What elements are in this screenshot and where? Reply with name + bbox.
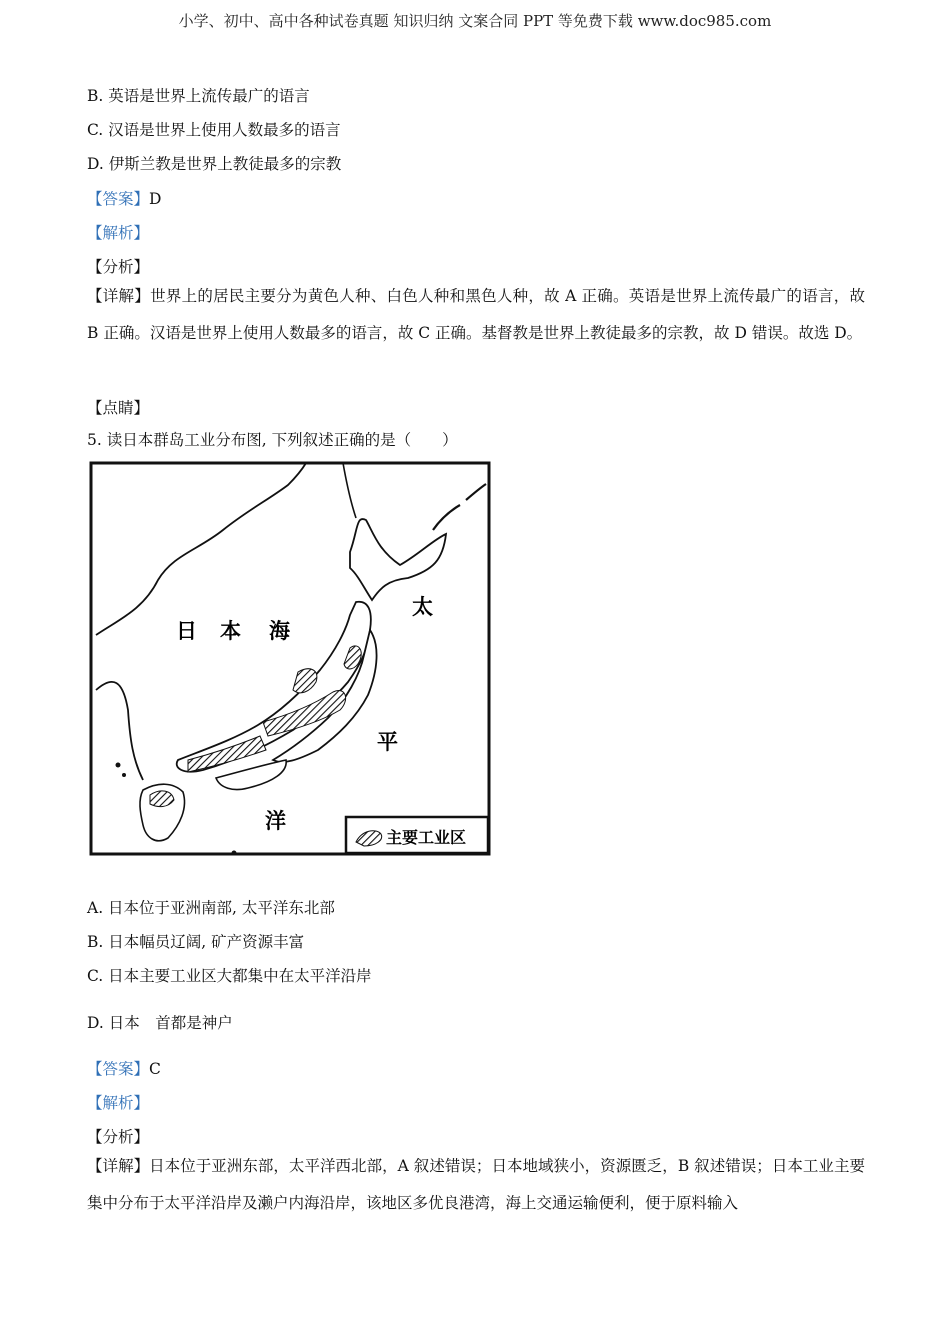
q4-answer-value: D (149, 190, 162, 208)
q4-option-b: B. 英语是世界上流传最广的语言 (87, 87, 310, 105)
q5-answer-value: C (149, 1060, 161, 1078)
q4-detail-text: 世界上的居民主要分为黄色人种、白色人种和黑色人种，故 A 正确。英语是世界上流传最广的语言，故 B 正确。汉语是世界上使用人数最多的语言，故 C 正确。基督教是世界上教徒最多的宗教，故 D 错误。故选 D。 (87, 287, 865, 342)
q4-option-d: D. 伊斯兰教是世界上教徒最多的宗教 (87, 155, 342, 173)
island-dot (116, 763, 121, 768)
q5-stem: 5. 读日本群岛工业分布图, 下列叙述正确的是（ ） (87, 431, 458, 449)
q4-answer-tag: 【答案】 (87, 190, 150, 208)
q5-answer-tag: 【答案】 (87, 1060, 150, 1078)
q4-detail-tag: 【详解】 (87, 287, 151, 305)
q5-option-c: C. 日本主要工业区大都集中在太平洋沿岸 (87, 967, 372, 985)
island-dot (122, 773, 126, 777)
q4-answer-line (87, 187, 161, 209)
q5-analysis-tag: 【解析】 (87, 1094, 150, 1112)
q5-detail (87, 1148, 865, 1222)
q5-answer-line (87, 1057, 161, 1079)
q5-option-a: A. 日本位于亚洲南部, 太平洋东北部 (87, 899, 335, 917)
q5-fenxi: 【分析】 (87, 1128, 150, 1146)
legend-label: 主要工业区 (386, 828, 467, 847)
label-sea-japan-2: 本 (220, 619, 241, 643)
q5-detail-tag: 【详解】 (87, 1157, 150, 1175)
label-sea-japan-3: 海 (269, 619, 290, 643)
label-sea-japan-1: 日 (176, 619, 197, 643)
q4-analysis-tag: 【解析】 (87, 224, 150, 242)
q5-option-d: D. 日本 首都是神户 (87, 1014, 233, 1032)
label-tai: 太 (412, 595, 433, 619)
q5-option-b: B. 日本幅员辽阔, 矿产资源丰富 (87, 933, 305, 951)
q4-option-c: C. 汉语是世界上使用人数最多的语言 (87, 121, 341, 139)
q4-fenxi: 【分析】 (87, 258, 150, 276)
page-header: 小学、初中、高中各种试卷真题 知识归纳 文案合同 PPT 等免费下载 www.doc985.com (178, 12, 772, 30)
label-ping: 平 (377, 730, 398, 754)
island-dot (232, 851, 237, 856)
label-yang: 洋 (265, 809, 286, 833)
q5-detail-text: 日本位于亚洲东部，太平洋西北部，A 叙述错误；日本地域狭小，资源匮乏，B 叙述错误；日本工业主要集中分布于太平洋沿岸及濑户内海沿岸，该地区多优良港湾，海上交通运输便利，便于原料输入 (87, 1157, 865, 1212)
q4-detail (87, 278, 865, 352)
japan-industry-map (88, 460, 492, 857)
q4-dianjing: 【点睛】 (87, 399, 150, 417)
